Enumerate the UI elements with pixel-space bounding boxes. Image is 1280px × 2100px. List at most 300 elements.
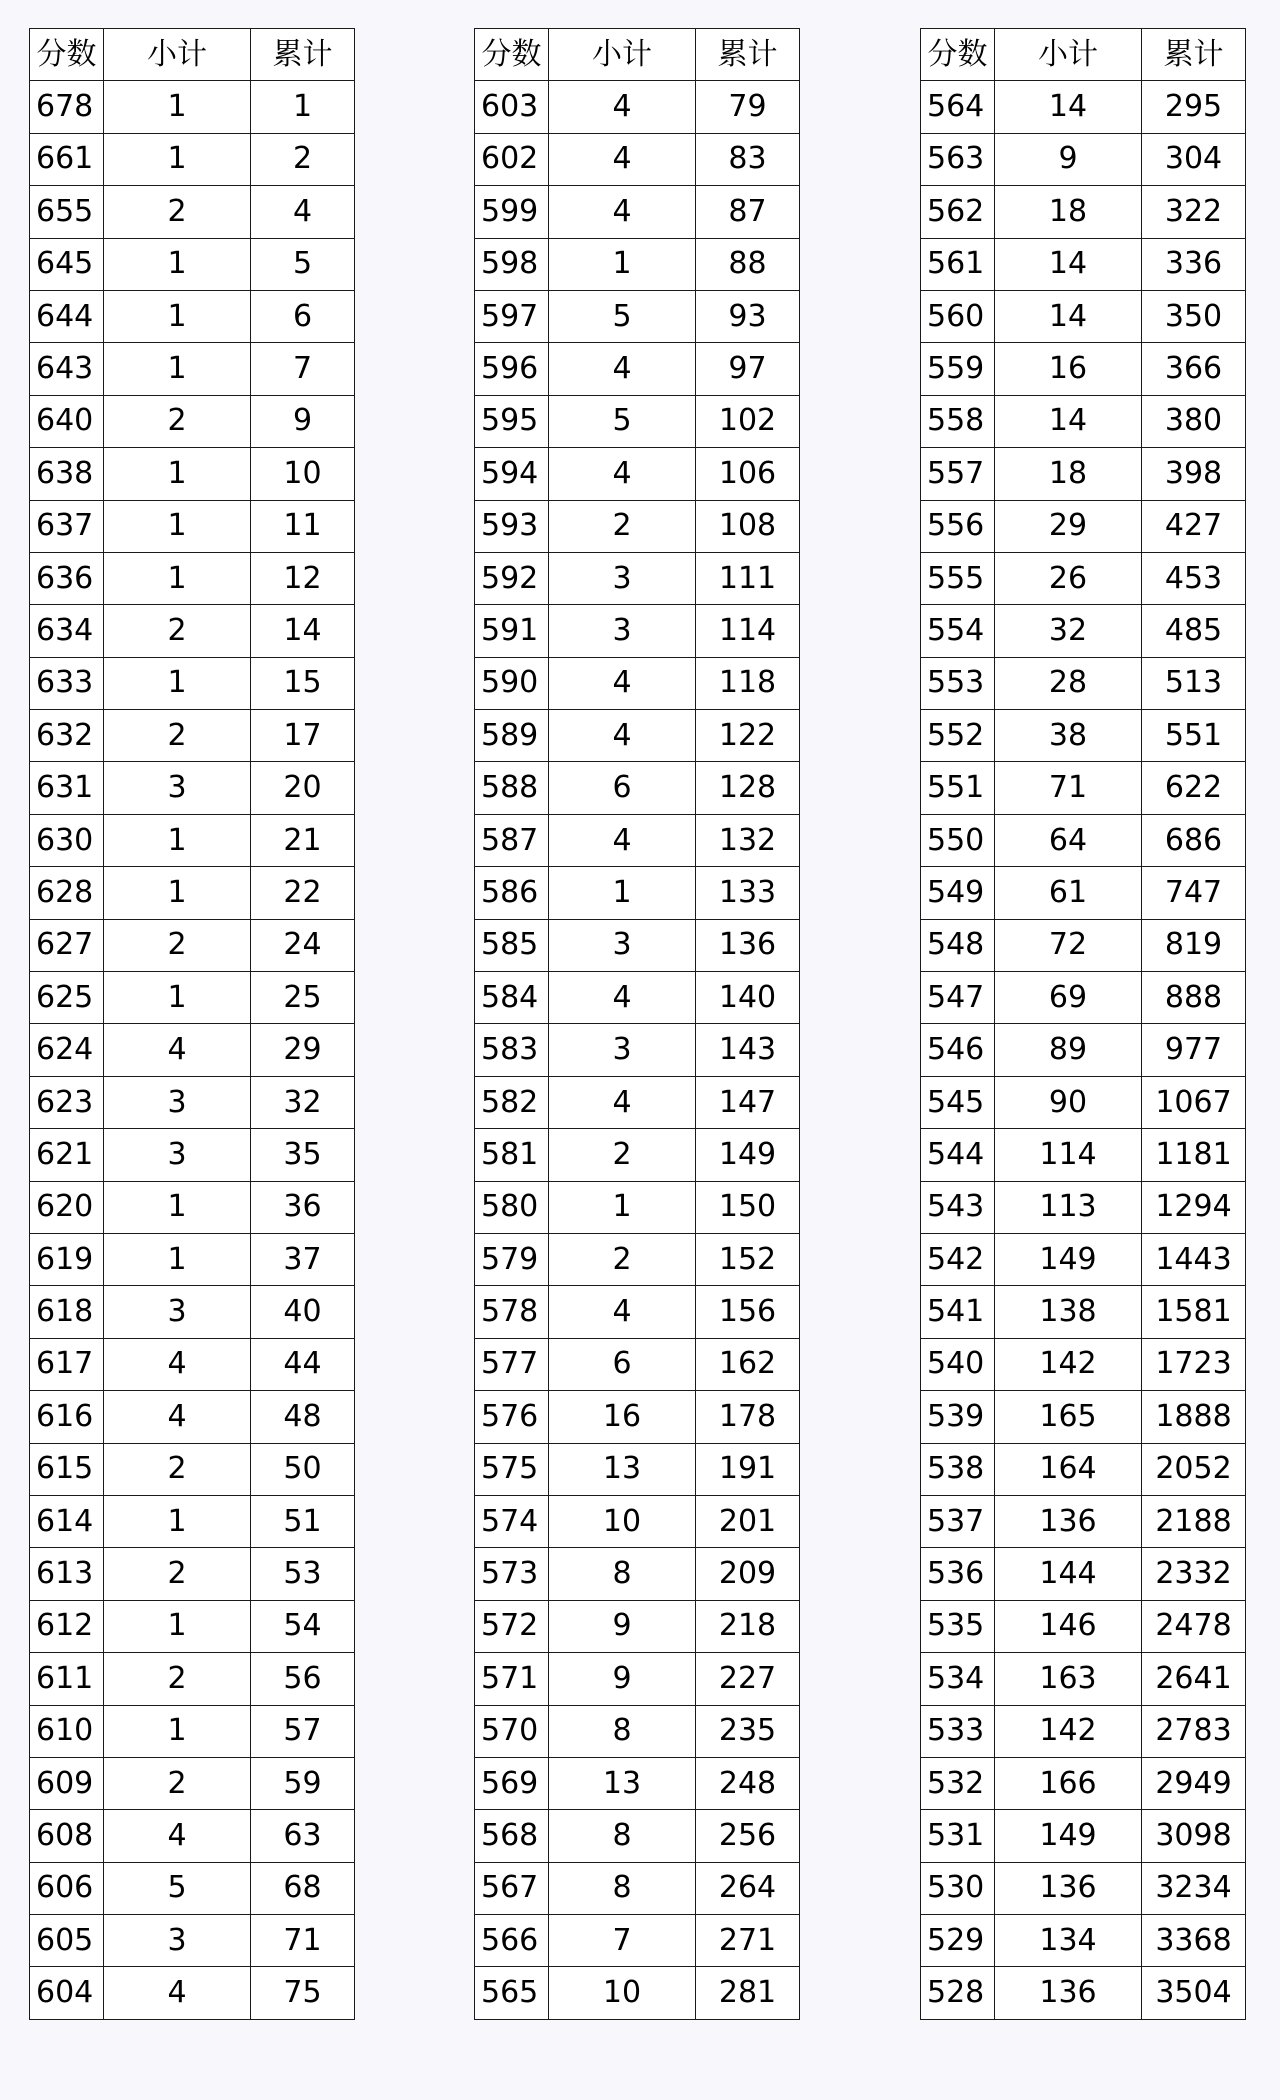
table-row bbox=[921, 1233, 1246, 1285]
cumulative-cell: 88 bbox=[696, 238, 800, 290]
cumulative-cell: 3504 bbox=[1142, 1967, 1246, 2019]
table-row bbox=[30, 81, 355, 133]
header-score: 分数 bbox=[30, 29, 104, 81]
score-cell: 614 bbox=[30, 1495, 104, 1547]
table-row bbox=[921, 81, 1246, 133]
table-row bbox=[30, 1181, 355, 1233]
cumulative-cell: 83 bbox=[696, 133, 800, 185]
table-row bbox=[921, 133, 1246, 185]
subtotal-cell: 1 bbox=[104, 1181, 251, 1233]
subtotal-cell: 2 bbox=[104, 1757, 251, 1809]
cumulative-cell: 87 bbox=[696, 186, 800, 238]
cumulative-cell: 37 bbox=[251, 1233, 355, 1285]
table-row bbox=[475, 867, 800, 919]
table-row bbox=[921, 762, 1246, 814]
score-cell: 643 bbox=[30, 343, 104, 395]
cumulative-cell: 281 bbox=[696, 1967, 800, 2019]
subtotal-cell: 1 bbox=[104, 1600, 251, 1652]
table-row bbox=[475, 1076, 800, 1128]
subtotal-cell: 13 bbox=[549, 1757, 696, 1809]
table-row bbox=[475, 395, 800, 447]
subtotal-cell: 72 bbox=[995, 919, 1142, 971]
cumulative-cell: 350 bbox=[1142, 290, 1246, 342]
cumulative-cell: 201 bbox=[696, 1495, 800, 1547]
score-cell: 555 bbox=[921, 552, 995, 604]
subtotal-cell: 8 bbox=[549, 1548, 696, 1600]
table-row bbox=[475, 1548, 800, 1600]
score-cell: 609 bbox=[30, 1757, 104, 1809]
table-row bbox=[30, 500, 355, 552]
cumulative-cell: 295 bbox=[1142, 81, 1246, 133]
score-cell: 541 bbox=[921, 1286, 995, 1338]
table-row bbox=[921, 1024, 1246, 1076]
cumulative-cell: 304 bbox=[1142, 133, 1246, 185]
subtotal-cell: 3 bbox=[104, 1076, 251, 1128]
cumulative-cell: 32 bbox=[251, 1076, 355, 1128]
score-cell: 581 bbox=[475, 1129, 549, 1181]
subtotal-cell: 1 bbox=[104, 972, 251, 1024]
subtotal-cell: 3 bbox=[549, 552, 696, 604]
score-table-3 bbox=[920, 28, 1246, 2020]
table-row bbox=[30, 1810, 355, 1862]
cumulative-cell: 380 bbox=[1142, 395, 1246, 447]
score-cell: 545 bbox=[921, 1076, 995, 1128]
cumulative-cell: 140 bbox=[696, 972, 800, 1024]
cumulative-cell: 218 bbox=[696, 1600, 800, 1652]
table-row bbox=[30, 657, 355, 709]
score-cell: 593 bbox=[475, 500, 549, 552]
score-cell: 561 bbox=[921, 238, 995, 290]
table-row bbox=[921, 1967, 1246, 2019]
subtotal-cell: 4 bbox=[104, 1391, 251, 1443]
cumulative-cell: 1181 bbox=[1142, 1129, 1246, 1181]
cumulative-cell: 11 bbox=[251, 500, 355, 552]
score-cell: 615 bbox=[30, 1443, 104, 1495]
table-row bbox=[921, 395, 1246, 447]
subtotal-cell: 10 bbox=[549, 1495, 696, 1547]
score-cell: 617 bbox=[30, 1338, 104, 1390]
subtotal-cell: 4 bbox=[549, 972, 696, 1024]
table-row bbox=[475, 762, 800, 814]
cumulative-cell: 56 bbox=[251, 1653, 355, 1705]
score-cell: 637 bbox=[30, 500, 104, 552]
table-row bbox=[475, 133, 800, 185]
subtotal-cell: 2 bbox=[104, 186, 251, 238]
score-cell: 592 bbox=[475, 552, 549, 604]
cumulative-cell: 235 bbox=[696, 1705, 800, 1757]
score-cell: 575 bbox=[475, 1443, 549, 1495]
cumulative-cell: 1888 bbox=[1142, 1391, 1246, 1443]
table-row bbox=[921, 1076, 1246, 1128]
table-row bbox=[921, 919, 1246, 971]
subtotal-cell: 149 bbox=[995, 1233, 1142, 1285]
score-cell: 534 bbox=[921, 1653, 995, 1705]
score-cell: 606 bbox=[30, 1862, 104, 1914]
score-cell: 557 bbox=[921, 448, 995, 500]
subtotal-cell: 4 bbox=[549, 814, 696, 866]
score-cell: 577 bbox=[475, 1338, 549, 1390]
score-cell: 546 bbox=[921, 1024, 995, 1076]
table-row bbox=[921, 867, 1246, 919]
subtotal-cell: 136 bbox=[995, 1967, 1142, 2019]
table-row bbox=[475, 1129, 800, 1181]
table-row bbox=[30, 1286, 355, 1338]
score-cell: 558 bbox=[921, 395, 995, 447]
table-row bbox=[475, 1915, 800, 1967]
table-row bbox=[475, 657, 800, 709]
subtotal-cell: 71 bbox=[995, 762, 1142, 814]
subtotal-cell: 64 bbox=[995, 814, 1142, 866]
subtotal-cell: 164 bbox=[995, 1443, 1142, 1495]
header-cumulative: 累计 bbox=[251, 29, 355, 81]
score-cell: 573 bbox=[475, 1548, 549, 1600]
cumulative-cell: 1443 bbox=[1142, 1233, 1246, 1285]
cumulative-cell: 17 bbox=[251, 710, 355, 762]
score-cell: 537 bbox=[921, 1495, 995, 1547]
score-cell: 625 bbox=[30, 972, 104, 1024]
score-cell: 572 bbox=[475, 1600, 549, 1652]
cumulative-cell: 977 bbox=[1142, 1024, 1246, 1076]
table-row bbox=[30, 814, 355, 866]
score-cell: 533 bbox=[921, 1705, 995, 1757]
table-row bbox=[30, 552, 355, 604]
subtotal-cell: 8 bbox=[549, 1810, 696, 1862]
cumulative-cell: 75 bbox=[251, 1967, 355, 2019]
subtotal-cell: 4 bbox=[549, 186, 696, 238]
subtotal-cell: 2 bbox=[549, 1233, 696, 1285]
table-row bbox=[475, 1862, 800, 1914]
score-cell: 597 bbox=[475, 290, 549, 342]
cumulative-cell: 485 bbox=[1142, 605, 1246, 657]
table-row bbox=[475, 1233, 800, 1285]
cumulative-cell: 59 bbox=[251, 1757, 355, 1809]
cumulative-cell: 248 bbox=[696, 1757, 800, 1809]
score-cell: 531 bbox=[921, 1810, 995, 1862]
table-row bbox=[921, 448, 1246, 500]
table-row bbox=[475, 1757, 800, 1809]
cumulative-cell: 10 bbox=[251, 448, 355, 500]
score-cell: 586 bbox=[475, 867, 549, 919]
cumulative-cell: 747 bbox=[1142, 867, 1246, 919]
cumulative-cell: 1294 bbox=[1142, 1181, 1246, 1233]
table-row bbox=[475, 605, 800, 657]
header-subtotal: 小计 bbox=[549, 29, 696, 81]
subtotal-cell: 29 bbox=[995, 500, 1142, 552]
table-row bbox=[30, 1233, 355, 1285]
table-row bbox=[30, 290, 355, 342]
score-cell: 542 bbox=[921, 1233, 995, 1285]
score-cell: 579 bbox=[475, 1233, 549, 1285]
subtotal-cell: 14 bbox=[995, 290, 1142, 342]
cumulative-cell: 53 bbox=[251, 1548, 355, 1600]
table-row bbox=[475, 1495, 800, 1547]
score-cell: 569 bbox=[475, 1757, 549, 1809]
subtotal-cell: 1 bbox=[104, 343, 251, 395]
cumulative-cell: 686 bbox=[1142, 814, 1246, 866]
table-row bbox=[921, 1338, 1246, 1390]
table-row bbox=[475, 1705, 800, 1757]
cumulative-cell: 14 bbox=[251, 605, 355, 657]
table-row bbox=[475, 290, 800, 342]
header-cumulative: 累计 bbox=[696, 29, 800, 81]
table-row bbox=[475, 919, 800, 971]
subtotal-cell: 13 bbox=[549, 1443, 696, 1495]
subtotal-cell: 2 bbox=[104, 395, 251, 447]
cumulative-cell: 51 bbox=[251, 1495, 355, 1547]
cumulative-cell: 366 bbox=[1142, 343, 1246, 395]
score-cell: 590 bbox=[475, 657, 549, 709]
cumulative-cell: 22 bbox=[251, 867, 355, 919]
score-cell: 536 bbox=[921, 1548, 995, 1600]
subtotal-cell: 1 bbox=[549, 238, 696, 290]
subtotal-cell: 89 bbox=[995, 1024, 1142, 1076]
cumulative-cell: 122 bbox=[696, 710, 800, 762]
table-row bbox=[475, 448, 800, 500]
cumulative-cell: 50 bbox=[251, 1443, 355, 1495]
subtotal-cell: 1 bbox=[104, 814, 251, 866]
header-row bbox=[30, 29, 355, 81]
subtotal-cell: 8 bbox=[549, 1862, 696, 1914]
subtotal-cell: 1 bbox=[104, 1233, 251, 1285]
cumulative-cell: 2052 bbox=[1142, 1443, 1246, 1495]
subtotal-cell: 4 bbox=[104, 1338, 251, 1390]
cumulative-cell: 178 bbox=[696, 1391, 800, 1443]
table-row bbox=[30, 1391, 355, 1443]
score-cell: 610 bbox=[30, 1705, 104, 1757]
score-cell: 633 bbox=[30, 657, 104, 709]
subtotal-cell: 1 bbox=[104, 552, 251, 604]
score-cell: 591 bbox=[475, 605, 549, 657]
subtotal-cell: 4 bbox=[104, 1810, 251, 1862]
cumulative-cell: 132 bbox=[696, 814, 800, 866]
subtotal-cell: 7 bbox=[549, 1915, 696, 1967]
score-cell: 618 bbox=[30, 1286, 104, 1338]
table-row bbox=[30, 1705, 355, 1757]
table-row bbox=[30, 1129, 355, 1181]
score-cell: 529 bbox=[921, 1915, 995, 1967]
cumulative-cell: 93 bbox=[696, 290, 800, 342]
table-row bbox=[921, 1391, 1246, 1443]
subtotal-cell: 2 bbox=[549, 1129, 696, 1181]
subtotal-cell: 3 bbox=[104, 762, 251, 814]
subtotal-cell: 1 bbox=[104, 1495, 251, 1547]
subtotal-cell: 3 bbox=[549, 605, 696, 657]
subtotal-cell: 5 bbox=[104, 1862, 251, 1914]
score-cell: 553 bbox=[921, 657, 995, 709]
cumulative-cell: 12 bbox=[251, 552, 355, 604]
table-row bbox=[921, 657, 1246, 709]
subtotal-cell: 4 bbox=[549, 657, 696, 709]
cumulative-cell: 4 bbox=[251, 186, 355, 238]
score-cell: 547 bbox=[921, 972, 995, 1024]
table-row bbox=[921, 500, 1246, 552]
table-row bbox=[475, 238, 800, 290]
score-cell: 602 bbox=[475, 133, 549, 185]
cumulative-cell: 2332 bbox=[1142, 1548, 1246, 1600]
subtotal-cell: 4 bbox=[104, 1024, 251, 1076]
subtotal-cell: 16 bbox=[995, 343, 1142, 395]
cumulative-cell: 35 bbox=[251, 1129, 355, 1181]
table-row bbox=[30, 133, 355, 185]
score-cell: 620 bbox=[30, 1181, 104, 1233]
score-cell: 543 bbox=[921, 1181, 995, 1233]
cumulative-cell: 209 bbox=[696, 1548, 800, 1600]
table-row bbox=[30, 919, 355, 971]
subtotal-cell: 28 bbox=[995, 657, 1142, 709]
score-cell: 544 bbox=[921, 1129, 995, 1181]
cumulative-cell: 3098 bbox=[1142, 1810, 1246, 1862]
score-cell: 605 bbox=[30, 1915, 104, 1967]
subtotal-cell: 4 bbox=[549, 710, 696, 762]
score-cell: 571 bbox=[475, 1653, 549, 1705]
subtotal-cell: 2 bbox=[104, 605, 251, 657]
cumulative-cell: 427 bbox=[1142, 500, 1246, 552]
score-cell: 644 bbox=[30, 290, 104, 342]
cumulative-cell: 227 bbox=[696, 1653, 800, 1705]
subtotal-cell: 165 bbox=[995, 1391, 1142, 1443]
cumulative-cell: 149 bbox=[696, 1129, 800, 1181]
subtotal-cell: 149 bbox=[995, 1810, 1142, 1862]
cumulative-cell: 162 bbox=[696, 1338, 800, 1390]
cumulative-cell: 5 bbox=[251, 238, 355, 290]
score-cell: 645 bbox=[30, 238, 104, 290]
subtotal-cell: 2 bbox=[104, 710, 251, 762]
score-cell: 608 bbox=[30, 1810, 104, 1862]
header-subtotal: 小计 bbox=[995, 29, 1142, 81]
subtotal-cell: 2 bbox=[104, 1548, 251, 1600]
subtotal-cell: 136 bbox=[995, 1495, 1142, 1547]
score-cell: 563 bbox=[921, 133, 995, 185]
table-row bbox=[921, 814, 1246, 866]
subtotal-cell: 5 bbox=[549, 290, 696, 342]
table-row bbox=[921, 1757, 1246, 1809]
cumulative-cell: 888 bbox=[1142, 972, 1246, 1024]
subtotal-cell: 166 bbox=[995, 1757, 1142, 1809]
subtotal-cell: 1 bbox=[104, 867, 251, 919]
cumulative-cell: 336 bbox=[1142, 238, 1246, 290]
cumulative-cell: 25 bbox=[251, 972, 355, 1024]
table-row bbox=[30, 395, 355, 447]
score-cell: 613 bbox=[30, 1548, 104, 1600]
cumulative-cell: 36 bbox=[251, 1181, 355, 1233]
table-row bbox=[921, 552, 1246, 604]
score-cell: 556 bbox=[921, 500, 995, 552]
subtotal-cell: 9 bbox=[995, 133, 1142, 185]
score-cell: 535 bbox=[921, 1600, 995, 1652]
subtotal-cell: 9 bbox=[549, 1600, 696, 1652]
subtotal-cell: 1 bbox=[549, 1181, 696, 1233]
score-cell: 580 bbox=[475, 1181, 549, 1233]
cumulative-cell: 118 bbox=[696, 657, 800, 709]
subtotal-cell: 1 bbox=[104, 448, 251, 500]
cumulative-cell: 147 bbox=[696, 1076, 800, 1128]
cumulative-cell: 2641 bbox=[1142, 1653, 1246, 1705]
table-row bbox=[921, 710, 1246, 762]
table-row bbox=[475, 81, 800, 133]
cumulative-cell: 271 bbox=[696, 1915, 800, 1967]
cumulative-cell: 106 bbox=[696, 448, 800, 500]
table-row bbox=[475, 1967, 800, 2019]
header-score: 分数 bbox=[921, 29, 995, 81]
subtotal-cell: 10 bbox=[549, 1967, 696, 2019]
cumulative-cell: 6 bbox=[251, 290, 355, 342]
cumulative-cell: 21 bbox=[251, 814, 355, 866]
cumulative-cell: 264 bbox=[696, 1862, 800, 1914]
score-cell: 640 bbox=[30, 395, 104, 447]
table-row bbox=[921, 1600, 1246, 1652]
score-cell: 624 bbox=[30, 1024, 104, 1076]
score-cell: 564 bbox=[921, 81, 995, 133]
score-cell: 599 bbox=[475, 186, 549, 238]
score-cell: 623 bbox=[30, 1076, 104, 1128]
cumulative-cell: 102 bbox=[696, 395, 800, 447]
table-row bbox=[475, 552, 800, 604]
table-row bbox=[475, 343, 800, 395]
score-cell: 636 bbox=[30, 552, 104, 604]
table-row bbox=[30, 1862, 355, 1914]
score-cell: 596 bbox=[475, 343, 549, 395]
subtotal-cell: 4 bbox=[549, 1076, 696, 1128]
subtotal-cell: 3 bbox=[549, 1024, 696, 1076]
table-row bbox=[921, 1286, 1246, 1338]
subtotal-cell: 4 bbox=[549, 343, 696, 395]
score-cell: 619 bbox=[30, 1233, 104, 1285]
table-row bbox=[30, 1338, 355, 1390]
table-row bbox=[475, 972, 800, 1024]
cumulative-cell: 513 bbox=[1142, 657, 1246, 709]
subtotal-cell: 142 bbox=[995, 1338, 1142, 1390]
table-row bbox=[921, 605, 1246, 657]
table-row bbox=[921, 1548, 1246, 1600]
subtotal-cell: 1 bbox=[104, 238, 251, 290]
score-cell: 585 bbox=[475, 919, 549, 971]
score-cell: 582 bbox=[475, 1076, 549, 1128]
header-row bbox=[921, 29, 1246, 81]
table-row bbox=[30, 238, 355, 290]
table-row bbox=[921, 1810, 1246, 1862]
subtotal-cell: 114 bbox=[995, 1129, 1142, 1181]
table-row bbox=[921, 343, 1246, 395]
table-row bbox=[921, 1862, 1246, 1914]
subtotal-cell: 3 bbox=[104, 1915, 251, 1967]
subtotal-cell: 6 bbox=[549, 762, 696, 814]
cumulative-cell: 7 bbox=[251, 343, 355, 395]
subtotal-cell: 3 bbox=[549, 919, 696, 971]
subtotal-cell: 4 bbox=[549, 81, 696, 133]
subtotal-cell: 8 bbox=[549, 1705, 696, 1757]
cumulative-cell: 24 bbox=[251, 919, 355, 971]
score-cell: 603 bbox=[475, 81, 549, 133]
cumulative-cell: 3234 bbox=[1142, 1862, 1246, 1914]
score-cell: 611 bbox=[30, 1653, 104, 1705]
table-row bbox=[475, 1653, 800, 1705]
subtotal-cell: 1 bbox=[104, 657, 251, 709]
cumulative-cell: 453 bbox=[1142, 552, 1246, 604]
score-cell: 538 bbox=[921, 1443, 995, 1495]
table-row bbox=[30, 186, 355, 238]
score-cell: 612 bbox=[30, 1600, 104, 1652]
cumulative-cell: 108 bbox=[696, 500, 800, 552]
table-row bbox=[475, 1391, 800, 1443]
score-cell: 574 bbox=[475, 1495, 549, 1547]
score-cell: 539 bbox=[921, 1391, 995, 1443]
table-row bbox=[475, 500, 800, 552]
subtotal-cell: 4 bbox=[549, 448, 696, 500]
score-cell: 567 bbox=[475, 1862, 549, 1914]
cumulative-cell: 143 bbox=[696, 1024, 800, 1076]
score-cell: 587 bbox=[475, 814, 549, 866]
cumulative-cell: 54 bbox=[251, 1600, 355, 1652]
